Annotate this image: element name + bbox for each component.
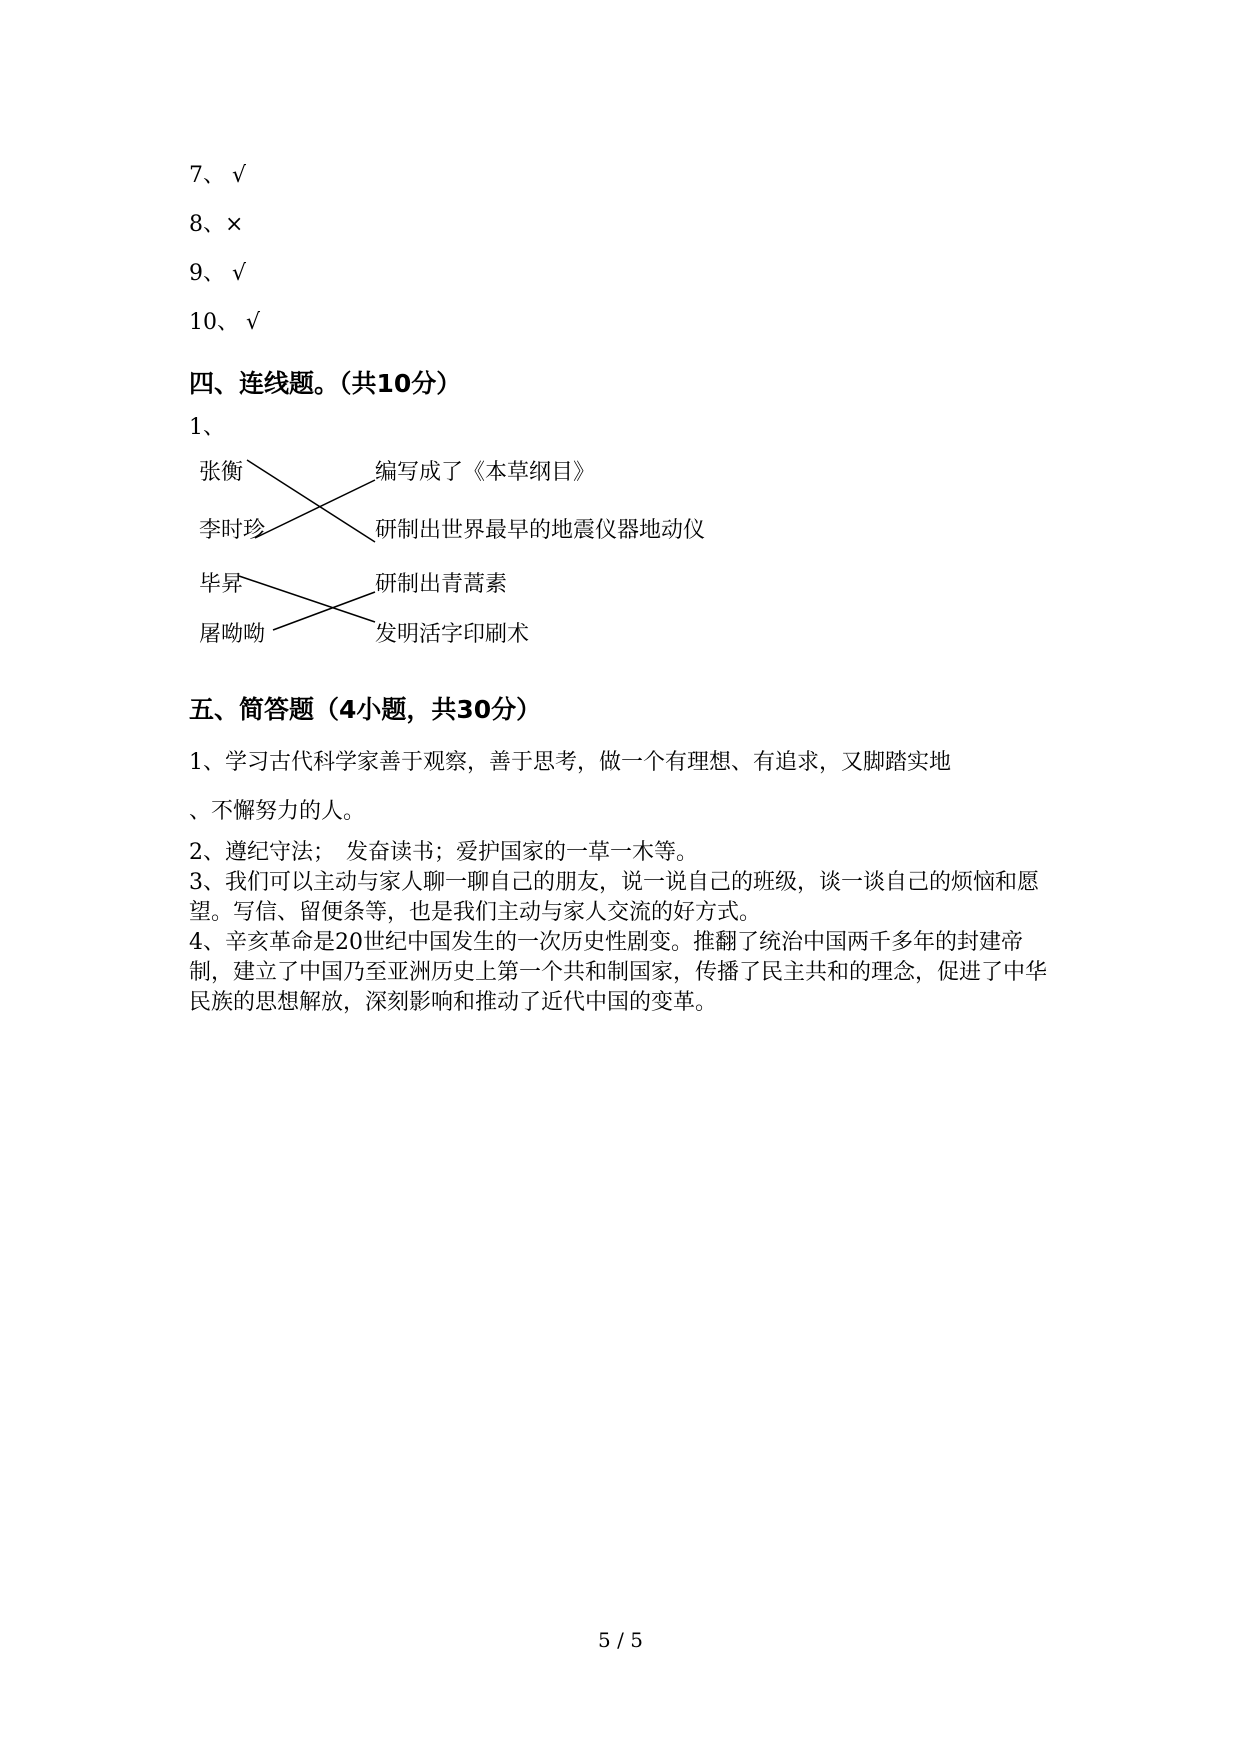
- link-zhangheng: [247, 460, 375, 542]
- left-item-tuyouyou: 屠呦呦: [199, 622, 266, 647]
- left-item-zhangheng: 张衡: [199, 460, 244, 485]
- matching-diagram: [189, 452, 709, 652]
- link-lishizhen: [255, 480, 375, 538]
- answer-2: 2、遵纪守法； 发奋读书；爱护国家的一草一木等。: [189, 840, 698, 865]
- left-item-bisheng: 毕昇: [199, 572, 244, 597]
- right-item-qinghaosu: 研制出青蒿素: [375, 572, 508, 597]
- page-number: 5 / 5: [598, 1628, 643, 1652]
- answer-8: 8、×: [189, 212, 244, 237]
- answer-1-line-1: 1、学习古代科学家善于观察，善于思考，做一个有理想、有追求，又脚踏实地: [189, 750, 951, 775]
- link-tuyouyou: [273, 592, 375, 630]
- answer-3: 3、我们可以主动与家人聊一聊自己的朋友，说一说自己的班级，谈一谈自己的烦恼和愿望。写信、留便条等，也是我们主动与家人交流的好方式。: [189, 870, 1039, 925]
- section-5-heading: 五、简答题（4小题，共30分）: [189, 695, 542, 724]
- right-item-bencao: 编写成了《本草纲目》: [375, 460, 596, 485]
- answer-9: 9、 √: [189, 261, 247, 286]
- question-1-label: 1、: [189, 415, 225, 440]
- answer-7: 7、 √: [189, 163, 247, 188]
- answer-10: 10、 √: [189, 310, 261, 335]
- right-item-didongyi: 研制出世界最早的地震仪器地动仪: [375, 518, 706, 543]
- answer-1-line-2: 、不懈努力的人。: [189, 799, 366, 824]
- section-4-heading: 四、连线题。（共10分）: [189, 369, 462, 398]
- answer-4: 4、辛亥革命是20世纪中国发生的一次历史性剧变。推翻了统治中国两千多年的封建帝制，建立了中国乃至亚洲历史上第一个共和制国家，传播了民主共和的理念，促进了中华民族的思想解放，深刻影响和推动了近代中国的变革。: [189, 930, 1048, 1015]
- left-item-lishizhen: 李时珍: [199, 518, 266, 543]
- right-item-yinshua: 发明活字印刷术: [375, 622, 530, 647]
